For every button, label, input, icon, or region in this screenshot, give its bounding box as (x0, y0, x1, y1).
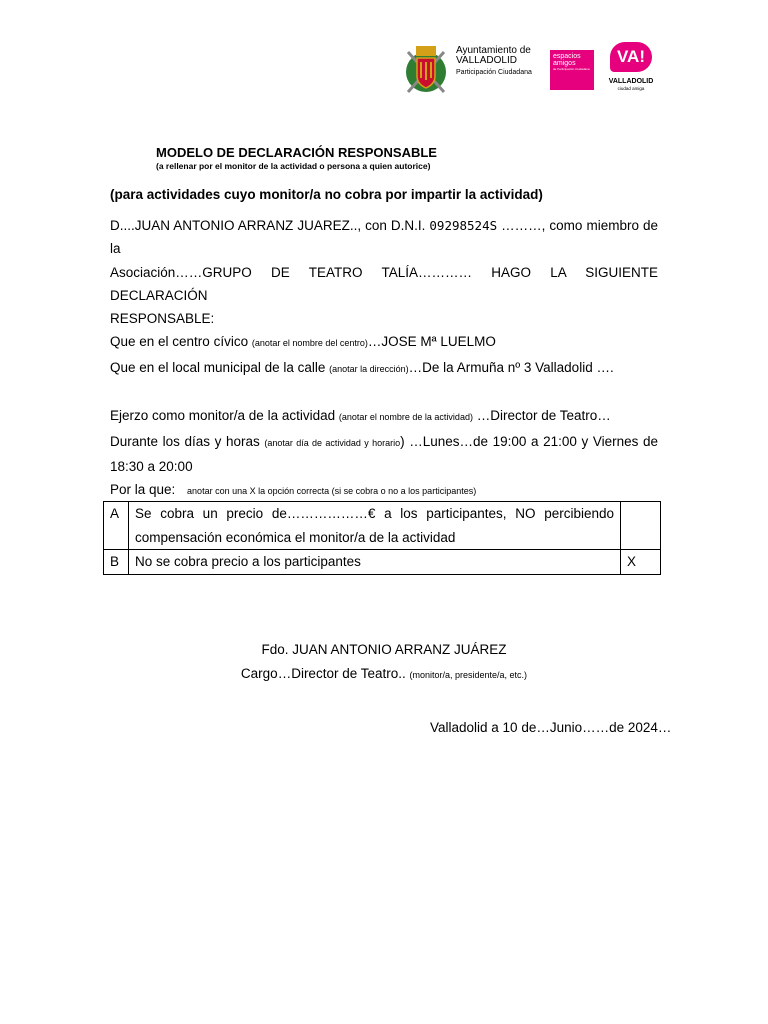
centro-line (110, 330, 658, 355)
ayuntamiento-text (456, 46, 532, 78)
date-line: Valladolid a 10 de…Junio……de 2024… (430, 720, 672, 735)
dias-line (110, 430, 658, 455)
centro-label: Que en el centro cívico (110, 334, 252, 350)
section-heading: (para actividades cuyo monitor/a no cobra por impartir la actividad) (110, 187, 543, 202)
dias-label: Durante los días y horas (110, 433, 265, 449)
va-valladolid-logo (606, 42, 656, 98)
table-row (104, 502, 661, 550)
declaration-line-3: RESPONSABLE: (110, 311, 215, 327)
option-letter-b: B (104, 550, 129, 575)
option-description-b: No se cobra precio a los participantes (129, 550, 621, 575)
espacios-line1: espacios (553, 53, 581, 60)
declaration-line-2: Asociación……GRUPO DE TEATRO TALÍA………… HAGO LA SIGUIENTE DECLARACIÓN (110, 264, 658, 303)
option-mark-b: X (621, 550, 661, 575)
options-table (103, 501, 661, 575)
dias-line-2: 18:30 a 20:00 (110, 458, 193, 474)
local-label: Que en el local municipal de la calle (110, 359, 330, 375)
porla-label: Por la que: (110, 482, 180, 498)
monitor-note: (anotar el nombre de la actividad) (338, 412, 473, 423)
option-a-line2: compensación económica el monitor/a de la actividad (135, 529, 456, 545)
option-letter-a: A (104, 502, 129, 550)
cargo-value: Cargo…Director de Teatro.. (240, 666, 410, 681)
va-tagline: ciudad amiga (617, 86, 645, 91)
option-a-line1: Se cobra un precio de………………€ a los participantes, NO percibiendo (135, 506, 614, 521)
page-subtitle: (a rellenar por el monitor de la actividad o persona a quien autorice) (156, 161, 431, 171)
centro-value: …JOSE Mª LUELMO (367, 334, 496, 350)
dias-note: (anotar día de actividad y horario (264, 437, 401, 448)
declarant-tail: ………, como miembro de la (110, 218, 658, 257)
va-bubble: VA! (610, 42, 652, 72)
local-line (110, 356, 658, 381)
declaration-line-1 (110, 214, 658, 261)
option-mark-a (621, 502, 661, 550)
espacios-line2: amigos (553, 60, 576, 67)
monitor-label: Ejerzo como monitor/a de la actividad (110, 408, 339, 424)
participacion-ciudadana: Participación Ciudadana (456, 69, 532, 76)
ayuntamiento-line2: VALLADOLID (456, 55, 517, 66)
dni-value: 09298524S (429, 218, 498, 233)
dias-value: ) …Lunes…de 19:00 a 21:00 y Viernes de (400, 433, 659, 449)
cargo-line (0, 666, 768, 681)
monitor-line (110, 404, 658, 429)
valladolid-crest-icon (398, 40, 454, 98)
local-note: (anotar la dirección) (329, 363, 409, 374)
centro-note: (anotar el nombre del centro) (251, 338, 368, 349)
declaration-body (110, 214, 658, 504)
va-city: VALLADOLID (608, 78, 654, 85)
espacios-small: de Participación Ciudadana (553, 67, 590, 71)
declarant-name: D....JUAN ANTONIO ARRANZ JUAREZ.., con D.N.I. (110, 218, 430, 233)
page-title: MODELO DE DECLARACIÓN RESPONSABLE (156, 145, 437, 160)
porla-line (110, 478, 658, 503)
header-logos (398, 40, 660, 98)
porla-note: anotar con una X la opción correcta (si se cobra o no a los participantes) (187, 486, 477, 497)
monitor-value: …Director de Teatro… (472, 408, 611, 424)
option-description-a (129, 502, 621, 550)
spacer (110, 381, 658, 404)
signature-line: Fdo. JUAN ANTONIO ARRANZ JUÁREZ (261, 642, 507, 657)
espacios-amigos-logo (550, 50, 594, 90)
table-row (104, 550, 661, 575)
cargo-note: (monitor/a, presidente/a, etc.) (409, 670, 528, 680)
local-value: …De la Armuña nº 3 Valladolid …. (408, 359, 614, 375)
ayuntamiento-line1: Ayuntamiento de (456, 45, 531, 56)
